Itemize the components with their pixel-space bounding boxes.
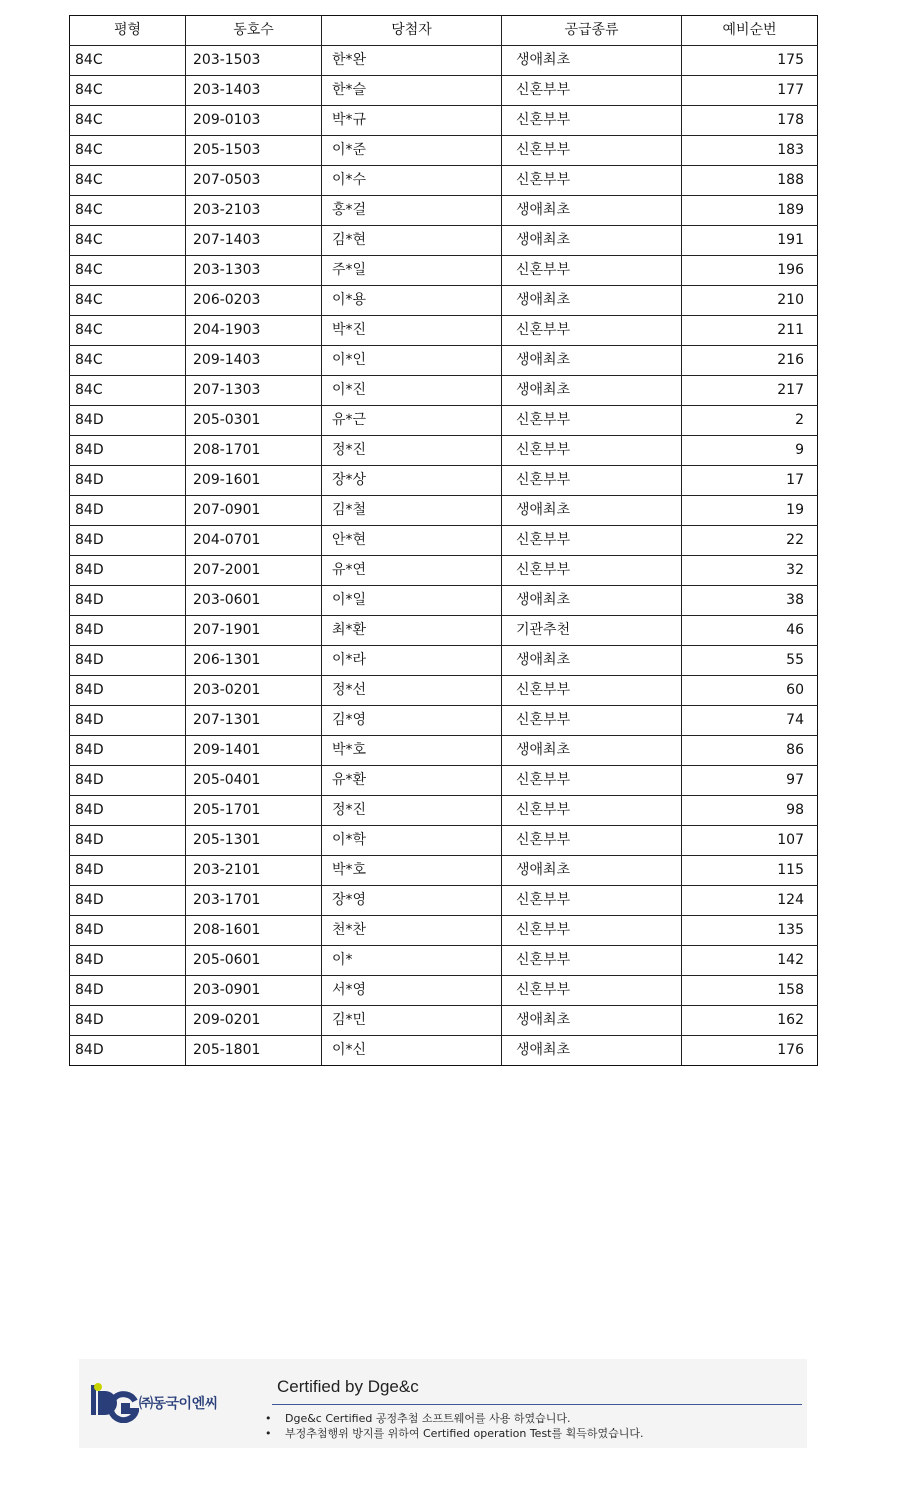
cell-type: 84D xyxy=(70,526,186,556)
table-row xyxy=(70,436,818,466)
cell-unit: 203-0201 xyxy=(186,676,322,706)
cell-supply-type: 신혼부부 xyxy=(502,436,682,466)
cell-winner: 박*규 xyxy=(322,106,502,136)
cell-supply-type: 신혼부부 xyxy=(502,256,682,286)
cell-winner: 이*용 xyxy=(322,286,502,316)
company-logo xyxy=(89,1381,229,1423)
cell-winner: 정*선 xyxy=(322,676,502,706)
table-row xyxy=(70,496,818,526)
cell-reserve-rank: 38 xyxy=(682,586,818,616)
header-type: 평형 xyxy=(70,16,186,46)
cell-supply-type: 생애최초 xyxy=(502,1006,682,1036)
cell-type: 84C xyxy=(70,376,186,406)
company-name: ㈜동국이엔씨 xyxy=(139,1396,218,1412)
cell-supply-type: 신혼부부 xyxy=(502,706,682,736)
cell-reserve-rank: 189 xyxy=(682,196,818,226)
certification-footer xyxy=(79,1359,807,1448)
cell-unit: 203-1503 xyxy=(186,46,322,76)
table-row xyxy=(70,46,818,76)
cell-type: 84D xyxy=(70,736,186,766)
cell-winner: 이*인 xyxy=(322,346,502,376)
cell-reserve-rank: 46 xyxy=(682,616,818,646)
cell-unit: 207-1301 xyxy=(186,706,322,736)
cell-type: 84D xyxy=(70,826,186,856)
cell-type: 84D xyxy=(70,556,186,586)
cell-reserve-rank: 188 xyxy=(682,166,818,196)
cell-supply-type: 신혼부부 xyxy=(502,946,682,976)
cell-supply-type: 기관추천 xyxy=(502,616,682,646)
cell-type: 84D xyxy=(70,1006,186,1036)
cell-unit: 205-0401 xyxy=(186,766,322,796)
table-row xyxy=(70,556,818,586)
cell-unit: 207-1303 xyxy=(186,376,322,406)
cell-supply-type: 생애최초 xyxy=(502,376,682,406)
cell-supply-type: 신혼부부 xyxy=(502,556,682,586)
note-item: • Dge&c Certified 공정추첨 소프트웨어를 사용 하였습니다. xyxy=(265,1411,644,1426)
cell-type: 84C xyxy=(70,166,186,196)
cell-unit: 208-1701 xyxy=(186,436,322,466)
cell-unit: 203-0901 xyxy=(186,976,322,1006)
cell-reserve-rank: 86 xyxy=(682,736,818,766)
cell-winner: 이*학 xyxy=(322,826,502,856)
cell-reserve-rank: 22 xyxy=(682,526,818,556)
cell-type: 84C xyxy=(70,256,186,286)
cell-type: 84D xyxy=(70,706,186,736)
cell-reserve-rank: 19 xyxy=(682,496,818,526)
cell-supply-type: 생애최초 xyxy=(502,1036,682,1066)
table-row xyxy=(70,826,818,856)
cell-winner: 유*근 xyxy=(322,406,502,436)
cell-unit: 207-0503 xyxy=(186,166,322,196)
cell-supply-type: 신혼부부 xyxy=(502,796,682,826)
cell-winner: 정*진 xyxy=(322,796,502,826)
cell-supply-type: 생애최초 xyxy=(502,646,682,676)
cell-type: 84D xyxy=(70,766,186,796)
cell-winner: 이*일 xyxy=(322,586,502,616)
cell-supply-type: 생애최초 xyxy=(502,226,682,256)
cell-type: 84D xyxy=(70,466,186,496)
table-header-row xyxy=(70,16,818,46)
table-row xyxy=(70,616,818,646)
cell-winner: 서*영 xyxy=(322,976,502,1006)
table-row xyxy=(70,1036,818,1066)
cell-unit: 209-0201 xyxy=(186,1006,322,1036)
cell-winner: 한*슬 xyxy=(322,76,502,106)
cell-type: 84D xyxy=(70,946,186,976)
cell-winner: 박*호 xyxy=(322,736,502,766)
table-row xyxy=(70,706,818,736)
cell-supply-type: 생애최초 xyxy=(502,286,682,316)
cell-reserve-rank: 107 xyxy=(682,826,818,856)
cell-reserve-rank: 32 xyxy=(682,556,818,586)
cell-type: 84C xyxy=(70,76,186,106)
header-unit: 동호수 xyxy=(186,16,322,46)
cell-winner: 장*상 xyxy=(322,466,502,496)
cell-supply-type: 신혼부부 xyxy=(502,766,682,796)
header-reserve-rank: 예비순번 xyxy=(682,16,818,46)
cell-type: 84D xyxy=(70,856,186,886)
cell-winner: 한*완 xyxy=(322,46,502,76)
table-row xyxy=(70,136,818,166)
cell-supply-type: 생애최초 xyxy=(502,346,682,376)
table-row xyxy=(70,166,818,196)
cell-supply-type: 신혼부부 xyxy=(502,886,682,916)
cell-type: 84D xyxy=(70,1036,186,1066)
cell-reserve-rank: 183 xyxy=(682,136,818,166)
table-row xyxy=(70,886,818,916)
cell-reserve-rank: 191 xyxy=(682,226,818,256)
table-row xyxy=(70,226,818,256)
cell-unit: 207-1901 xyxy=(186,616,322,646)
cell-type: 84C xyxy=(70,286,186,316)
dg-logo-icon xyxy=(89,1381,139,1423)
cell-type: 84D xyxy=(70,796,186,826)
cell-reserve-rank: 124 xyxy=(682,886,818,916)
cell-reserve-rank: 135 xyxy=(682,916,818,946)
cell-reserve-rank: 142 xyxy=(682,946,818,976)
cell-unit: 209-1403 xyxy=(186,346,322,376)
cell-supply-type: 신혼부부 xyxy=(502,316,682,346)
cell-reserve-rank: 60 xyxy=(682,676,818,706)
table-row xyxy=(70,736,818,766)
cell-unit: 209-1601 xyxy=(186,466,322,496)
cell-reserve-rank: 158 xyxy=(682,976,818,1006)
cell-unit: 205-1701 xyxy=(186,796,322,826)
cell-type: 84D xyxy=(70,616,186,646)
table-row xyxy=(70,466,818,496)
cell-unit: 204-1903 xyxy=(186,316,322,346)
cell-winner: 정*진 xyxy=(322,436,502,466)
cell-supply-type: 신혼부부 xyxy=(502,406,682,436)
cell-winner: 유*연 xyxy=(322,556,502,586)
cell-supply-type: 신혼부부 xyxy=(502,976,682,1006)
table-row xyxy=(70,106,818,136)
cell-supply-type: 생애최초 xyxy=(502,736,682,766)
cell-winner: 안*현 xyxy=(322,526,502,556)
cell-winner: 김*철 xyxy=(322,496,502,526)
cell-supply-type: 신혼부부 xyxy=(502,526,682,556)
cell-reserve-rank: 115 xyxy=(682,856,818,886)
cell-supply-type: 생애최초 xyxy=(502,46,682,76)
table-row xyxy=(70,316,818,346)
table-row xyxy=(70,196,818,226)
cell-unit: 206-0203 xyxy=(186,286,322,316)
cell-type: 84C xyxy=(70,46,186,76)
cell-winner: 천*찬 xyxy=(322,916,502,946)
cell-unit: 203-0601 xyxy=(186,586,322,616)
cell-supply-type: 생애최초 xyxy=(502,586,682,616)
cell-reserve-rank: 2 xyxy=(682,406,818,436)
cell-type: 84D xyxy=(70,586,186,616)
cell-reserve-rank: 98 xyxy=(682,796,818,826)
cell-unit: 205-1503 xyxy=(186,136,322,166)
cell-supply-type: 신혼부부 xyxy=(502,166,682,196)
table-row xyxy=(70,796,818,826)
cell-winner: 홍*걸 xyxy=(322,196,502,226)
table-row xyxy=(70,856,818,886)
cell-winner: 장*영 xyxy=(322,886,502,916)
cell-reserve-rank: 210 xyxy=(682,286,818,316)
header-supply-type: 공급종류 xyxy=(502,16,682,46)
cell-winner: 이*진 xyxy=(322,376,502,406)
cell-supply-type: 신혼부부 xyxy=(502,136,682,166)
cell-type: 84C xyxy=(70,106,186,136)
cell-type: 84D xyxy=(70,676,186,706)
cell-type: 84C xyxy=(70,346,186,376)
table-row xyxy=(70,766,818,796)
cell-winner: 주*일 xyxy=(322,256,502,286)
cell-unit: 203-1403 xyxy=(186,76,322,106)
table-row xyxy=(70,256,818,286)
table-row xyxy=(70,946,818,976)
cell-reserve-rank: 216 xyxy=(682,346,818,376)
cell-supply-type: 생애최초 xyxy=(502,496,682,526)
cell-winner: 최*환 xyxy=(322,616,502,646)
cell-winner: 박*호 xyxy=(322,856,502,886)
header-winner: 당첨자 xyxy=(322,16,502,46)
cell-winner: 이* xyxy=(322,946,502,976)
cell-type: 84D xyxy=(70,886,186,916)
cell-type: 84D xyxy=(70,496,186,526)
cell-reserve-rank: 178 xyxy=(682,106,818,136)
cell-type: 84C xyxy=(70,196,186,226)
cell-winner: 김*영 xyxy=(322,706,502,736)
cell-reserve-rank: 97 xyxy=(682,766,818,796)
cell-unit: 203-2103 xyxy=(186,196,322,226)
cell-winner: 이*수 xyxy=(322,166,502,196)
cell-unit: 209-0103 xyxy=(186,106,322,136)
table-row xyxy=(70,976,818,1006)
table-row xyxy=(70,286,818,316)
cell-type: 84C xyxy=(70,316,186,346)
cell-unit: 209-1401 xyxy=(186,736,322,766)
cell-winner: 이*라 xyxy=(322,646,502,676)
table-row xyxy=(70,346,818,376)
cell-winner: 박*진 xyxy=(322,316,502,346)
cell-type: 84D xyxy=(70,436,186,466)
cell-unit: 205-1301 xyxy=(186,826,322,856)
cell-reserve-rank: 196 xyxy=(682,256,818,286)
cell-supply-type: 생애최초 xyxy=(502,196,682,226)
cell-supply-type: 신혼부부 xyxy=(502,916,682,946)
cell-type: 84D xyxy=(70,916,186,946)
table-row xyxy=(70,916,818,946)
cell-unit: 206-1301 xyxy=(186,646,322,676)
cell-reserve-rank: 9 xyxy=(682,436,818,466)
cell-reserve-rank: 55 xyxy=(682,646,818,676)
table-row xyxy=(70,646,818,676)
table-row xyxy=(70,376,818,406)
cell-type: 84D xyxy=(70,406,186,436)
cell-supply-type: 신혼부부 xyxy=(502,466,682,496)
cell-unit: 203-1701 xyxy=(186,886,322,916)
cell-reserve-rank: 162 xyxy=(682,1006,818,1036)
cell-reserve-rank: 217 xyxy=(682,376,818,406)
cell-supply-type: 신혼부부 xyxy=(502,826,682,856)
table-row xyxy=(70,1006,818,1036)
cell-unit: 205-1801 xyxy=(186,1036,322,1066)
cell-unit: 207-0901 xyxy=(186,496,322,526)
cell-supply-type: 신혼부부 xyxy=(502,76,682,106)
cell-reserve-rank: 176 xyxy=(682,1036,818,1066)
divider xyxy=(272,1404,802,1405)
winners-table xyxy=(69,15,818,1066)
cell-unit: 205-0301 xyxy=(186,406,322,436)
cell-unit: 208-1601 xyxy=(186,916,322,946)
cell-winner: 김*민 xyxy=(322,1006,502,1036)
table-row xyxy=(70,526,818,556)
cell-reserve-rank: 177 xyxy=(682,76,818,106)
cell-winner: 김*현 xyxy=(322,226,502,256)
table-row xyxy=(70,76,818,106)
certified-title: Certified by Dge&c xyxy=(277,1377,419,1396)
cell-unit: 205-0601 xyxy=(186,946,322,976)
cell-reserve-rank: 17 xyxy=(682,466,818,496)
cell-winner: 유*환 xyxy=(322,766,502,796)
cell-unit: 203-1303 xyxy=(186,256,322,286)
cell-unit: 207-2001 xyxy=(186,556,322,586)
cell-type: 84C xyxy=(70,136,186,166)
cell-supply-type: 생애최초 xyxy=(502,856,682,886)
table-row xyxy=(70,586,818,616)
cell-supply-type: 신혼부부 xyxy=(502,106,682,136)
cell-winner: 이*신 xyxy=(322,1036,502,1066)
cell-type: 84D xyxy=(70,646,186,676)
cell-unit: 204-0701 xyxy=(186,526,322,556)
cell-type: 84C xyxy=(70,226,186,256)
cell-reserve-rank: 211 xyxy=(682,316,818,346)
cell-unit: 203-2101 xyxy=(186,856,322,886)
cell-type: 84D xyxy=(70,976,186,1006)
cell-supply-type: 신혼부부 xyxy=(502,676,682,706)
cell-reserve-rank: 175 xyxy=(682,46,818,76)
table-row xyxy=(70,406,818,436)
table-row xyxy=(70,676,818,706)
cell-unit: 207-1403 xyxy=(186,226,322,256)
certification-notes xyxy=(265,1411,644,1441)
note-item: • 부정추첨행위 방지를 위하여 Certified operation Test를 획득하였습니다. xyxy=(265,1426,644,1441)
cell-reserve-rank: 74 xyxy=(682,706,818,736)
cell-winner: 이*준 xyxy=(322,136,502,166)
